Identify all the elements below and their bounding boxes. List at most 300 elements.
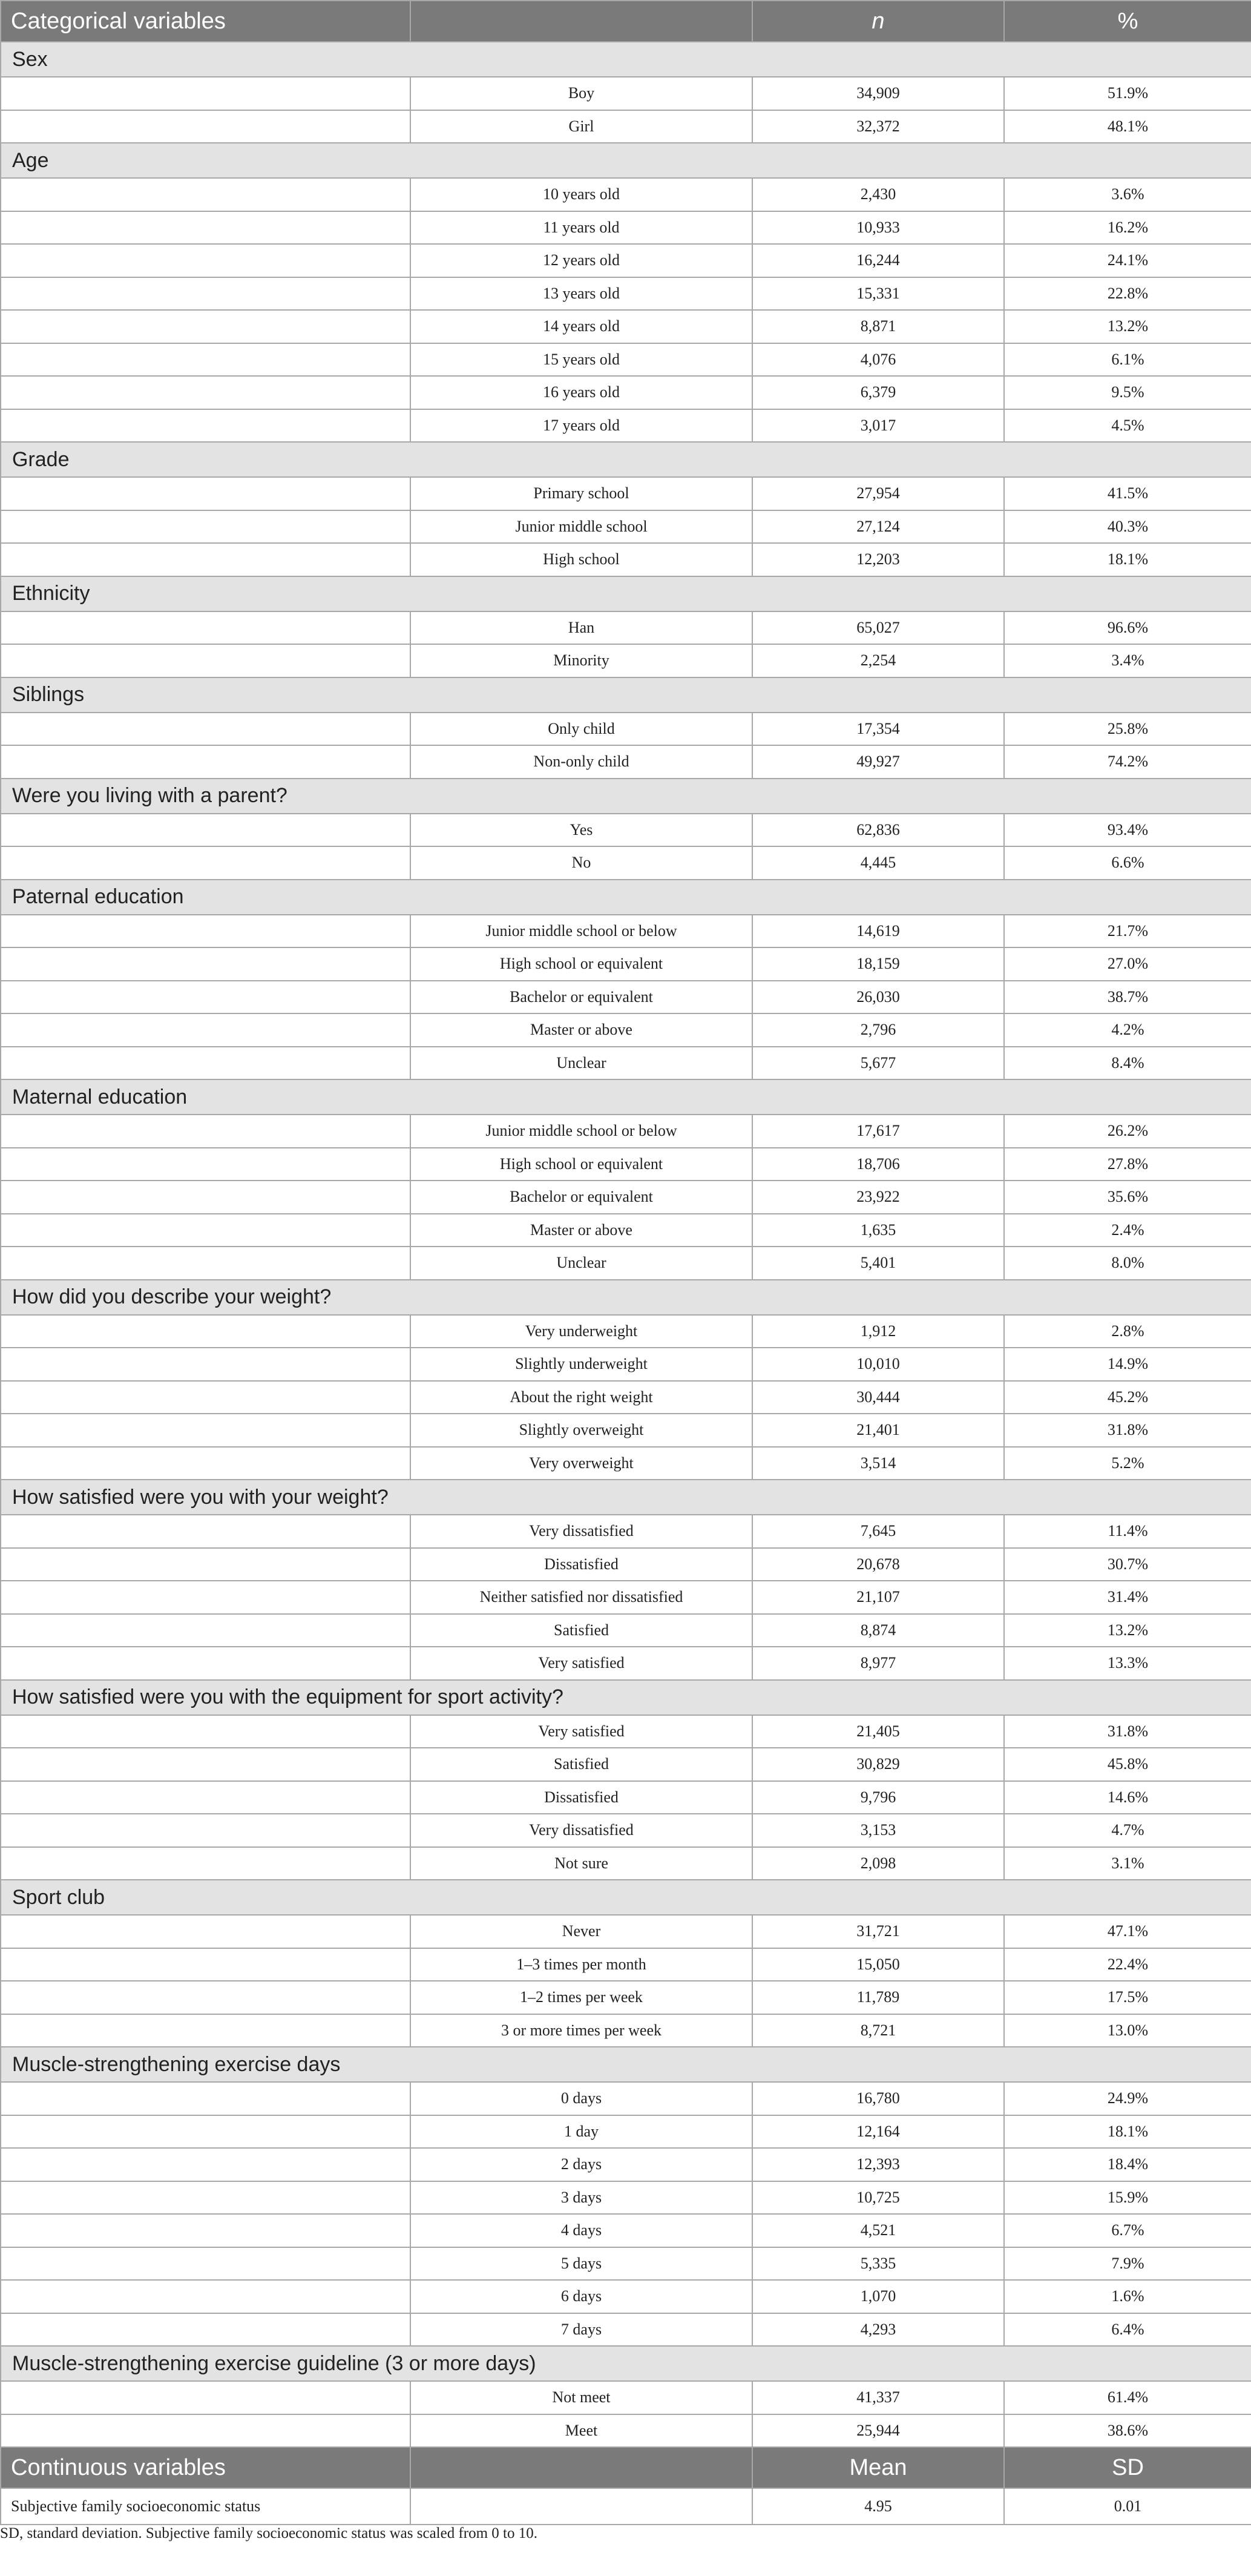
row-n-value: 12,203 (752, 543, 1004, 576)
row-category-label: 16 years old (410, 376, 752, 409)
row-category-label: Not meet (410, 2381, 752, 2414)
row-percent-value: 24.1% (1004, 244, 1251, 277)
row-n-value: 18,159 (752, 947, 1004, 981)
row-category-label: 13 years old (410, 277, 752, 311)
row-category-label: Neither satisfied nor dissatisfied (410, 1581, 752, 1614)
row-n-value: 27,124 (752, 510, 1004, 544)
row-n-value: 16,244 (752, 244, 1004, 277)
row-n-value: 3,017 (752, 409, 1004, 443)
row-category-label: Primary school (410, 477, 752, 510)
row-blank-cell (1, 1515, 410, 1548)
row-n-value: 8,871 (752, 310, 1004, 343)
row-percent-value: 22.8% (1004, 277, 1251, 311)
row-n-value: 8,874 (752, 1614, 1004, 1647)
row-category-label: Master or above (410, 1013, 752, 1047)
row-n-value: 10,725 (752, 2181, 1004, 2215)
row-category-label: 12 years old (410, 244, 752, 277)
row-blank-cell (1, 2082, 410, 2115)
row-category-label: 10 years old (410, 178, 752, 211)
row-category-label: Satisfied (410, 1614, 752, 1647)
row-n-value: 4,445 (752, 846, 1004, 880)
table-body (1, 1, 1251, 2525)
table-row (1, 1781, 1251, 1814)
row-percent-value: 3.1% (1004, 1847, 1251, 1880)
row-category-label: 7 days (410, 2313, 752, 2347)
row-n-value: 3,153 (752, 1814, 1004, 1847)
row-percent-value: 14.9% (1004, 1348, 1251, 1381)
row-n-value: 12,393 (752, 2148, 1004, 2181)
row-blank-cell (1, 2014, 410, 2047)
continuous-sd-value: 0.01 (1004, 2488, 1251, 2525)
row-n-value: 15,050 (752, 1948, 1004, 1981)
row-category-label: Very dissatisfied (410, 1515, 752, 1548)
section-header-row (1, 1680, 1251, 1715)
row-blank-cell (1, 814, 410, 847)
row-n-value: 5,677 (752, 1047, 1004, 1080)
section-title: Sport club (1, 1880, 1251, 1915)
table-row (1, 745, 1251, 779)
row-blank-cell (1, 1214, 410, 1247)
row-blank-cell (1, 2414, 410, 2448)
table-row (1, 277, 1251, 311)
row-category-label: Minority (410, 644, 752, 677)
row-category-label: Not sure (410, 1847, 752, 1880)
row-n-value: 21,401 (752, 1414, 1004, 1447)
row-percent-value: 11.4% (1004, 1515, 1251, 1548)
header-mean: Mean (752, 2447, 1004, 2488)
row-percent-value: 45.2% (1004, 1381, 1251, 1414)
table-header-row (1, 1, 1251, 42)
row-category-label: 3 or more times per week (410, 2014, 752, 2047)
row-category-label: High school or equivalent (410, 947, 752, 981)
row-blank-cell (1, 1847, 410, 1880)
row-n-value: 2,796 (752, 1013, 1004, 1047)
row-category-label: High school (410, 543, 752, 576)
row-percent-value: 47.1% (1004, 1915, 1251, 1948)
row-blank-cell (1, 376, 410, 409)
row-blank-cell (1, 310, 410, 343)
row-n-value: 1,635 (752, 1214, 1004, 1247)
table-row (1, 2247, 1251, 2281)
table-row (1, 1948, 1251, 1981)
row-percent-value: 13.3% (1004, 1647, 1251, 1680)
row-n-value: 14,619 (752, 915, 1004, 948)
table-row (1, 244, 1251, 277)
section-header-row (1, 143, 1251, 178)
row-n-value: 4,076 (752, 343, 1004, 377)
header-percent: % (1004, 1, 1251, 42)
row-percent-value: 51.9% (1004, 77, 1251, 110)
row-n-value: 8,977 (752, 1647, 1004, 1680)
row-category-label: Meet (410, 2414, 752, 2448)
table-row (1, 1414, 1251, 1447)
row-n-value: 41,337 (752, 2381, 1004, 2414)
row-percent-value: 27.8% (1004, 1148, 1251, 1181)
table-row (1, 644, 1251, 677)
row-n-value: 62,836 (752, 814, 1004, 847)
row-blank-cell (1, 1148, 410, 1181)
table-row (1, 1447, 1251, 1480)
section-title: Muscle-strengthening exercise guideline (3 or more days) (1, 2346, 1251, 2381)
row-n-value: 5,401 (752, 1247, 1004, 1280)
table-row (1, 1047, 1251, 1080)
row-percent-value: 41.5% (1004, 477, 1251, 510)
table-row (1, 2214, 1251, 2247)
row-blank-cell (1, 211, 410, 245)
section-title: Sex (1, 42, 1251, 77)
section-header-row (1, 2047, 1251, 2082)
row-blank-cell (1, 409, 410, 443)
section-title: How satisfied were you with your weight? (1, 1480, 1251, 1515)
table-row (1, 1715, 1251, 1748)
table-row (1, 2148, 1251, 2181)
table-row (1, 947, 1251, 981)
row-n-value: 5,335 (752, 2247, 1004, 2281)
section-title: Ethnicity (1, 576, 1251, 611)
row-n-value: 49,927 (752, 745, 1004, 779)
row-n-value: 17,617 (752, 1115, 1004, 1148)
row-n-value: 23,922 (752, 1181, 1004, 1214)
table-row (1, 1614, 1251, 1647)
row-percent-value: 2.4% (1004, 1214, 1251, 1247)
row-n-value: 30,829 (752, 1748, 1004, 1781)
row-category-label: 0 days (410, 2082, 752, 2115)
row-blank-cell (1, 1381, 410, 1414)
row-blank-cell (1, 1414, 410, 1447)
row-blank-cell (1, 2214, 410, 2247)
row-blank-cell (1, 1247, 410, 1280)
row-percent-value: 22.4% (1004, 1948, 1251, 1981)
section-header-row (1, 42, 1251, 77)
row-percent-value: 13.0% (1004, 2014, 1251, 2047)
row-blank-cell (1, 713, 410, 746)
row-blank-cell (1, 1348, 410, 1381)
row-percent-value: 17.5% (1004, 1981, 1251, 2014)
row-percent-value: 15.9% (1004, 2181, 1251, 2215)
row-percent-value: 6.7% (1004, 2214, 1251, 2247)
row-category-label: Very satisfied (410, 1647, 752, 1680)
row-percent-value: 13.2% (1004, 310, 1251, 343)
row-blank-cell (1, 1814, 410, 1847)
table-row (1, 981, 1251, 1014)
row-category-label: 6 days (410, 2280, 752, 2313)
row-blank-cell (1, 915, 410, 948)
row-n-value: 25,944 (752, 2414, 1004, 2448)
table-row (1, 846, 1251, 880)
row-category-label: Junior middle school or below (410, 915, 752, 948)
row-n-value: 4,293 (752, 2313, 1004, 2347)
row-percent-value: 74.2% (1004, 745, 1251, 779)
row-blank-cell (1, 110, 410, 143)
row-n-value: 1,912 (752, 1315, 1004, 1348)
row-blank-cell (1, 2313, 410, 2347)
section-title: How did you describe your weight? (1, 1280, 1251, 1315)
table-row (1, 1748, 1251, 1781)
header-sd: SD (1004, 2447, 1251, 2488)
row-blank-cell (1, 644, 410, 677)
row-category-label: Slightly overweight (410, 1414, 752, 1447)
section-title: Age (1, 143, 1251, 178)
table-row (1, 1013, 1251, 1047)
table-row (1, 1847, 1251, 1880)
table-row (1, 2488, 1251, 2525)
row-n-value: 12,164 (752, 2115, 1004, 2149)
row-percent-value: 35.6% (1004, 1181, 1251, 1214)
row-blank-cell (1, 611, 410, 645)
row-category-label: No (410, 846, 752, 880)
row-category-label: Junior middle school or below (410, 1115, 752, 1148)
row-percent-value: 93.4% (1004, 814, 1251, 847)
row-percent-value: 31.8% (1004, 1414, 1251, 1447)
row-n-value: 11,789 (752, 1981, 1004, 2014)
row-blank-cell (1, 1115, 410, 1148)
row-percent-value: 27.0% (1004, 947, 1251, 981)
row-n-value: 32,372 (752, 110, 1004, 143)
table-row (1, 1247, 1251, 1280)
row-n-value: 1,070 (752, 2280, 1004, 2313)
row-percent-value: 6.4% (1004, 2313, 1251, 2347)
row-category-label: Very dissatisfied (410, 1814, 752, 1847)
row-n-value: 17,354 (752, 713, 1004, 746)
header-blank (410, 2447, 752, 2488)
row-category-label: 15 years old (410, 343, 752, 377)
row-blank-cell (1, 1748, 410, 1781)
row-n-value: 30,444 (752, 1381, 1004, 1414)
row-category-label: 1 day (410, 2115, 752, 2149)
table-row (1, 510, 1251, 544)
row-n-value: 8,721 (752, 2014, 1004, 2047)
row-blank-cell (1, 2148, 410, 2181)
row-category-label: Very satisfied (410, 1715, 752, 1748)
table-row (1, 611, 1251, 645)
row-percent-value: 1.6% (1004, 2280, 1251, 2313)
row-percent-value: 3.4% (1004, 644, 1251, 677)
row-category-label: Non-only child (410, 745, 752, 779)
table-row (1, 1115, 1251, 1148)
row-n-value: 16,780 (752, 2082, 1004, 2115)
table-row (1, 310, 1251, 343)
continuous-blank-cell (410, 2488, 752, 2525)
row-percent-value: 6.6% (1004, 846, 1251, 880)
continuous-header-row (1, 2447, 1251, 2488)
row-category-label: 2 days (410, 2148, 752, 2181)
header-continuous-variables: Continuous variables (1, 2447, 410, 2488)
table-row (1, 211, 1251, 245)
row-blank-cell (1, 846, 410, 880)
row-n-value: 20,678 (752, 1548, 1004, 1581)
table-row (1, 2014, 1251, 2047)
row-n-value: 10,010 (752, 1348, 1004, 1381)
row-category-label: 4 days (410, 2214, 752, 2247)
section-title: Siblings (1, 677, 1251, 713)
row-percent-value: 26.2% (1004, 1115, 1251, 1148)
row-category-label: 11 years old (410, 211, 752, 245)
row-percent-value: 61.4% (1004, 2381, 1251, 2414)
table-row (1, 1581, 1251, 1614)
row-percent-value: 13.2% (1004, 1614, 1251, 1647)
section-header-row (1, 442, 1251, 477)
row-percent-value: 8.4% (1004, 1047, 1251, 1080)
row-n-value: 2,098 (752, 1847, 1004, 1880)
continuous-variable-label: Subjective family socioeconomic status (1, 2488, 410, 2525)
row-n-value: 7,645 (752, 1515, 1004, 1548)
table-row (1, 2181, 1251, 2215)
table-row (1, 814, 1251, 847)
row-category-label: Dissatisfied (410, 1548, 752, 1581)
table-row (1, 543, 1251, 576)
section-title: How satisfied were you with the equipment for sport activity? (1, 1680, 1251, 1715)
table-row (1, 2381, 1251, 2414)
row-percent-value: 3.6% (1004, 178, 1251, 211)
row-percent-value: 7.9% (1004, 2247, 1251, 2281)
header-categorical-variables: Categorical variables (1, 1, 410, 42)
row-category-label: 3 days (410, 2181, 752, 2215)
row-percent-value: 31.4% (1004, 1581, 1251, 1614)
table-row (1, 1348, 1251, 1381)
section-header-row (1, 1079, 1251, 1115)
row-percent-value: 25.8% (1004, 713, 1251, 746)
row-blank-cell (1, 2381, 410, 2414)
row-blank-cell (1, 1715, 410, 1748)
table-row (1, 1181, 1251, 1214)
table-row (1, 110, 1251, 143)
section-header-row (1, 576, 1251, 611)
row-n-value: 3,514 (752, 1447, 1004, 1480)
section-title: Were you living with a parent? (1, 779, 1251, 814)
row-percent-value: 18.1% (1004, 2115, 1251, 2149)
row-category-label: 5 days (410, 2247, 752, 2281)
table-row (1, 915, 1251, 948)
row-category-label: About the right weight (410, 1381, 752, 1414)
row-category-label: 17 years old (410, 409, 752, 443)
table-row (1, 409, 1251, 443)
row-percent-value: 48.1% (1004, 110, 1251, 143)
section-title: Muscle-strengthening exercise days (1, 2047, 1251, 2082)
row-blank-cell (1, 981, 410, 1014)
row-category-label: 1–3 times per month (410, 1948, 752, 1981)
row-blank-cell (1, 343, 410, 377)
row-category-label: Slightly underweight (410, 1348, 752, 1381)
table-row (1, 1315, 1251, 1348)
row-blank-cell (1, 477, 410, 510)
row-n-value: 21,405 (752, 1715, 1004, 1748)
row-n-value: 27,954 (752, 477, 1004, 510)
table-row (1, 1515, 1251, 1548)
row-category-label: Bachelor or equivalent (410, 981, 752, 1014)
row-category-label: Boy (410, 77, 752, 110)
row-blank-cell (1, 1614, 410, 1647)
table-row (1, 376, 1251, 409)
row-percent-value: 45.8% (1004, 1748, 1251, 1781)
row-percent-value: 9.5% (1004, 376, 1251, 409)
row-n-value: 4,521 (752, 2214, 1004, 2247)
row-blank-cell (1, 2115, 410, 2149)
table-row (1, 178, 1251, 211)
row-percent-value: 96.6% (1004, 611, 1251, 645)
row-blank-cell (1, 2181, 410, 2215)
row-n-value: 10,933 (752, 211, 1004, 245)
row-n-value: 26,030 (752, 981, 1004, 1014)
continuous-mean-value: 4.95 (752, 2488, 1004, 2525)
row-blank-cell (1, 2247, 410, 2281)
row-percent-value: 21.7% (1004, 915, 1251, 948)
table-row (1, 713, 1251, 746)
section-header-row (1, 677, 1251, 713)
row-blank-cell (1, 947, 410, 981)
row-category-label: Junior middle school (410, 510, 752, 544)
table-row (1, 1381, 1251, 1414)
row-blank-cell (1, 77, 410, 110)
row-n-value: 9,796 (752, 1781, 1004, 1814)
row-percent-value: 31.8% (1004, 1715, 1251, 1748)
table-row (1, 2313, 1251, 2347)
row-category-label: Very underweight (410, 1315, 752, 1348)
section-header-row (1, 2346, 1251, 2381)
table-row (1, 1915, 1251, 1948)
row-category-label: Unclear (410, 1047, 752, 1080)
table-row (1, 1214, 1251, 1247)
row-percent-value: 18.4% (1004, 2148, 1251, 2181)
row-percent-value: 5.2% (1004, 1447, 1251, 1480)
table-row (1, 2082, 1251, 2115)
row-category-label: Han (410, 611, 752, 645)
row-blank-cell (1, 244, 410, 277)
table-row (1, 2280, 1251, 2313)
row-percent-value: 24.9% (1004, 2082, 1251, 2115)
table-row (1, 77, 1251, 110)
row-blank-cell (1, 178, 410, 211)
row-blank-cell (1, 2280, 410, 2313)
row-percent-value: 2.8% (1004, 1315, 1251, 1348)
row-n-value: 21,107 (752, 1581, 1004, 1614)
row-blank-cell (1, 1013, 410, 1047)
row-blank-cell (1, 277, 410, 311)
row-category-label: Bachelor or equivalent (410, 1181, 752, 1214)
row-percent-value: 38.6% (1004, 2414, 1251, 2448)
table-row (1, 1647, 1251, 1680)
row-blank-cell (1, 1647, 410, 1680)
row-percent-value: 4.5% (1004, 409, 1251, 443)
row-n-value: 34,909 (752, 77, 1004, 110)
row-category-label: Yes (410, 814, 752, 847)
table-row (1, 477, 1251, 510)
row-blank-cell (1, 1047, 410, 1080)
section-header-row (1, 1480, 1251, 1515)
section-header-row (1, 880, 1251, 915)
row-blank-cell (1, 1548, 410, 1581)
table-row (1, 343, 1251, 377)
row-blank-cell (1, 510, 410, 544)
row-percent-value: 8.0% (1004, 1247, 1251, 1280)
table-row (1, 1814, 1251, 1847)
row-percent-value: 6.1% (1004, 343, 1251, 377)
table-row (1, 1981, 1251, 2014)
row-category-label: 14 years old (410, 310, 752, 343)
section-title: Maternal education (1, 1079, 1251, 1115)
row-blank-cell (1, 1315, 410, 1348)
header-n: n (752, 1, 1004, 42)
row-category-label: Master or above (410, 1214, 752, 1247)
row-blank-cell (1, 1781, 410, 1814)
row-category-label: 1–2 times per week (410, 1981, 752, 2014)
row-percent-value: 14.6% (1004, 1781, 1251, 1814)
section-header-row (1, 1880, 1251, 1915)
row-blank-cell (1, 1581, 410, 1614)
row-blank-cell (1, 745, 410, 779)
row-percent-value: 4.2% (1004, 1013, 1251, 1047)
row-category-label: High school or equivalent (410, 1148, 752, 1181)
section-header-row (1, 779, 1251, 814)
